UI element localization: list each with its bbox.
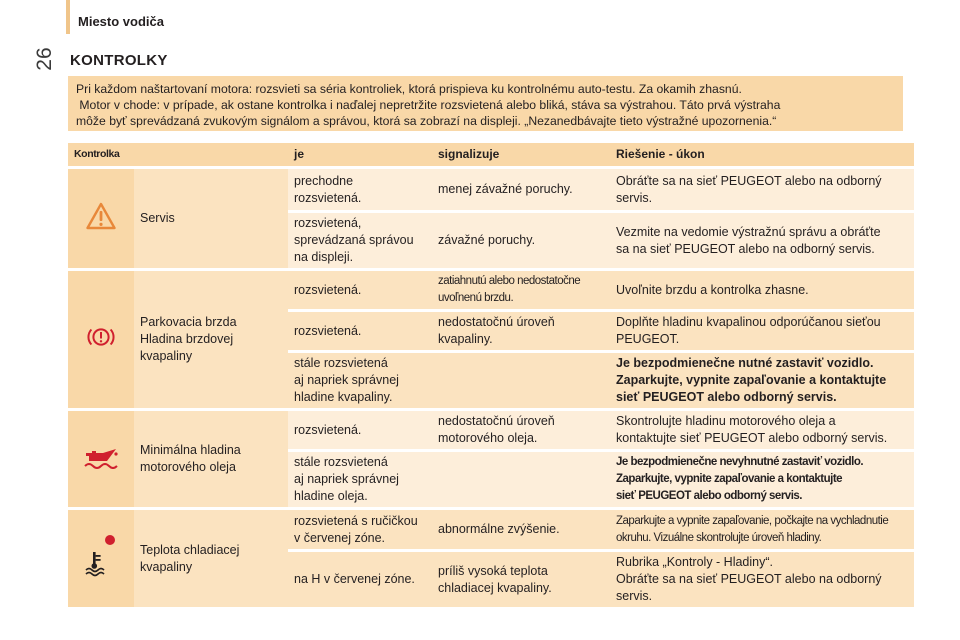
header-kontrolka: Kontrolka <box>68 143 134 169</box>
cell-signalizuje: nedostatočnú úroveň motorového oleja. <box>432 411 610 452</box>
table-row <box>68 510 914 552</box>
cell-riesenie: Je bezpodmienečne nutné zastaviť vozidlo. Zaparkujte, vypnite zapaľovanie a kontaktujte sieť PEUGEOT alebo odborný servis. <box>610 353 914 411</box>
cell-je: rozsvietená s ručičkou v červenej zóne. <box>288 510 432 552</box>
warning-lights-table <box>68 143 914 610</box>
cell-signalizuje: závažné poruchy. <box>432 213 610 271</box>
icon-cell <box>68 510 134 610</box>
cell-riesenie: Obráťte sa na sieť PEUGEOT alebo na odborný servis. <box>610 169 914 213</box>
cell-je: na H v červenej zóne. <box>288 552 432 610</box>
cell-riesenie: Doplňte hladinu kvapalinou odporúčanou sieťou PEUGEOT. <box>610 312 914 353</box>
page-title: KONTROLKY <box>70 52 168 69</box>
cell-je: rozsvietená. <box>288 411 432 452</box>
cell-signalizuje <box>432 452 610 510</box>
brake-warning-icon <box>86 325 116 354</box>
warning-name: Teplota chladiacej kvapaliny <box>134 510 288 610</box>
table-row <box>68 271 914 312</box>
cell-signalizuje: menej závažné poruchy. <box>432 169 610 213</box>
warning-name: Parkovacia brzda Hladina brzdovej kvapaliny <box>134 271 288 411</box>
page-number: 26 <box>33 47 56 71</box>
cell-je: stále rozsvietená aj napriek správnej hladine oleja. <box>288 452 432 510</box>
cell-signalizuje <box>432 353 610 411</box>
icon-cell <box>68 271 134 411</box>
cell-signalizuje: príliš vysoká teplota chladiacej kvapaliny. <box>432 552 610 610</box>
cell-je: rozsvietená, sprevádzaná správou na displeji. <box>288 213 432 271</box>
coolant-temperature-icon <box>83 534 119 583</box>
cell-je: stále rozsvietená aj napriek správnej hladine kvapaliny. <box>288 353 432 411</box>
cell-signalizuje: abnormálne zvýšenie. <box>432 510 610 552</box>
cell-je: rozsvietená. <box>288 271 432 312</box>
cell-je: prechodne rozsvietená. <box>288 169 432 213</box>
icon-cell <box>68 169 134 271</box>
side-accent-bar <box>66 0 70 34</box>
table-header-row <box>68 143 914 169</box>
icon-cell <box>68 411 134 510</box>
oil-can-icon <box>83 445 119 474</box>
intro-box <box>68 76 903 131</box>
cell-riesenie: Je bezpodmienečne nevyhnutné zastaviť vozidlo. Zaparkujte, vypnite zapaľovanie a kontaktujte sieť PEUGEOT alebo odborný servis. <box>610 452 914 510</box>
intro-line: Pri každom naštartovaní motora: rozsvieti sa séria kontroliek, ktorá prispieva ku kontrolnému auto-testu. Za okamih zhasnú. <box>76 82 742 96</box>
intro-line: môže byť sprevádzaná zvukovým signálom a správou, ktorá sa zobrazí na displeji. „Nezanedbávajte tieto výstražné upozornenia.“ <box>76 114 777 128</box>
table-row <box>68 169 914 213</box>
cell-signalizuje: zatiahnutú alebo nedostatočne uvoľnenú brzdu. <box>432 271 610 312</box>
cell-je: rozsvietená. <box>288 312 432 353</box>
cell-riesenie: Vezmite na vedomie výstražnú správu a obráťte sa na sieť PEUGEOT alebo na odborný servis. <box>610 213 914 271</box>
header-name <box>134 143 288 169</box>
warning-name: Servis <box>134 169 288 271</box>
cell-riesenie: Zaparkujte a vypnite zapaľovanie, počkajte na vychladnutie okruhu. Vizuálne skontrolujte úroveň hladiny. <box>610 510 914 552</box>
cell-riesenie: Uvoľnite brzdu a kontrolka zhasne. <box>610 271 914 312</box>
header-riesenie: Riešenie - úkon <box>610 143 914 169</box>
cell-riesenie: Skontrolujte hladinu motorového oleja a kontaktujte sieť PEUGEOT alebo odborný servis. <box>610 411 914 452</box>
warning-name: Minimálna hladina motorového oleja <box>134 411 288 510</box>
header-je: je <box>288 143 432 169</box>
cell-signalizuje: nedostatočnú úroveň kvapaliny. <box>432 312 610 353</box>
cell-riesenie: Rubrika „Kontroly - Hladiny“. Obráťte sa na sieť PEUGEOT alebo na odborný servis. <box>610 552 914 610</box>
warning-triangle-icon <box>86 202 116 235</box>
header-signalizuje: signalizuje <box>432 143 610 169</box>
intro-line: Motor v chode: v prípade, ak ostane kontrolka i naďalej nepretržite rozsvietená alebo bliká, stáva sa výstrahou. Táto prvá výstraha <box>76 98 781 112</box>
table-row <box>68 411 914 452</box>
section-label: Miesto vodiča <box>78 14 164 29</box>
